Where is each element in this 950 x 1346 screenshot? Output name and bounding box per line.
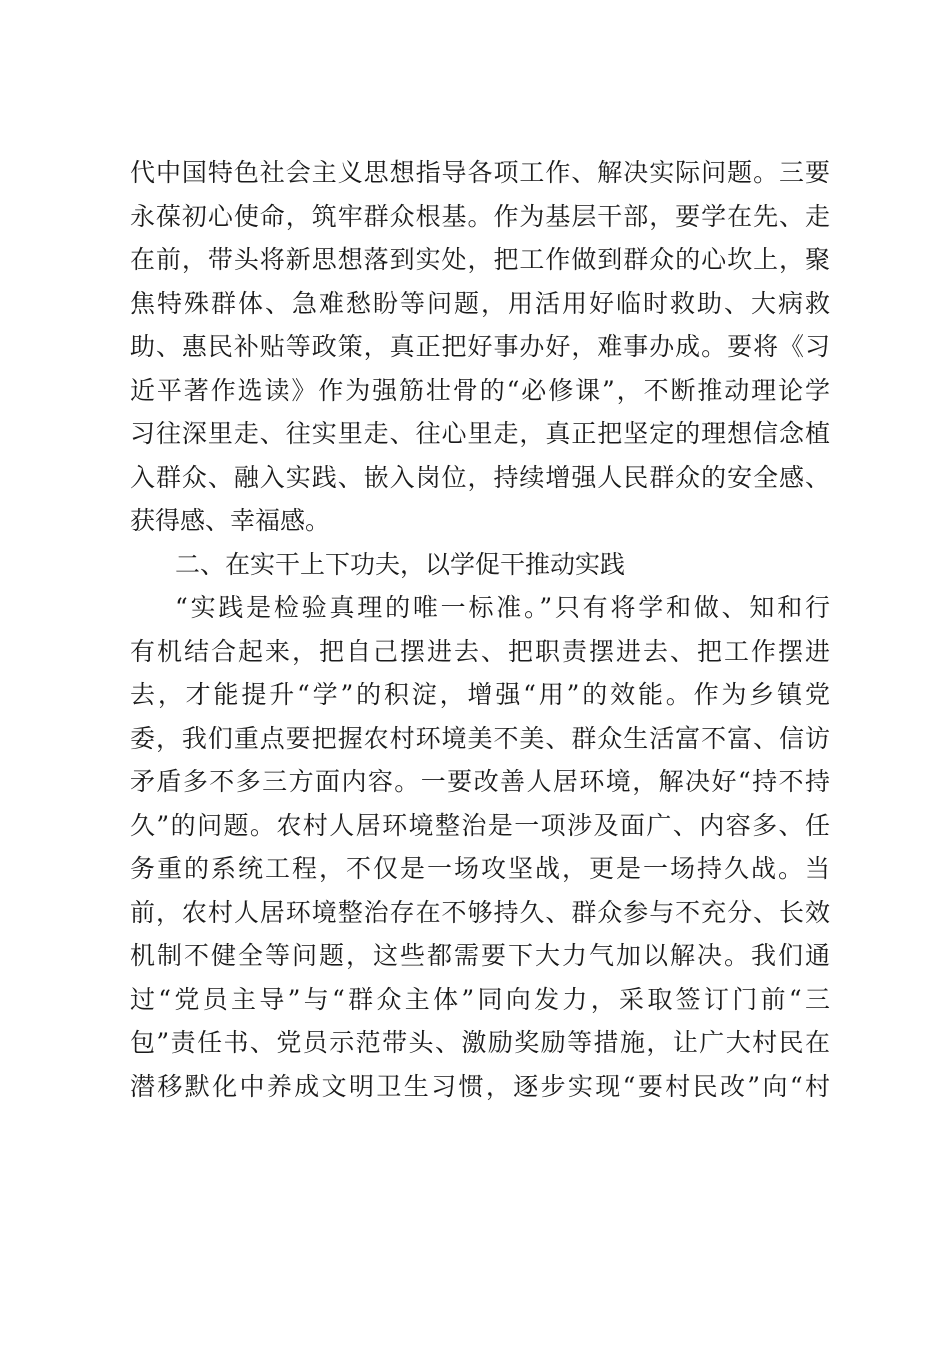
paragraph-line: 过“党员主导”与“群众主体”同向发力，采取签订门前“三 bbox=[130, 984, 830, 1014]
paragraph-line: 代中国特色社会主义思想指导各项工作、解决实际问题。三要 bbox=[130, 158, 830, 187]
paragraph-line: 获得感、幸福感。 bbox=[130, 506, 331, 535]
paragraph-line: 入群众、融入实践、嵌入岗位，持续增强人民群众的安全感、 bbox=[130, 462, 830, 492]
paragraph-line: 务重的系统工程，不仅是一场攻坚战，更是一场持久战。当 bbox=[130, 854, 830, 883]
paragraph-line: 久”的问题。农村人居环境整治是一项涉及面广、内容多、任 bbox=[130, 810, 830, 840]
paragraph-line: 习往深里走、往实里走、往心里走，真正把坚定的理想信念植 bbox=[130, 419, 830, 448]
paragraph-line: 机制不健全等问题，这些都需要下大力气加以解决。我们通 bbox=[130, 941, 830, 970]
paragraph-line: 委，我们重点要把握农村环境美不美、群众生活富不富、信访 bbox=[130, 723, 830, 753]
paragraph-line: 潜移默化中养成文明卫生习惯，逐步实现“要村民改”向“村 bbox=[130, 1071, 830, 1101]
document-body bbox=[130, 151, 830, 1108]
paragraph-line: 矛盾多不多三方面内容。一要改善人居环境，解决好“持不持 bbox=[130, 767, 830, 796]
paragraph-line: 在前，带头将新思想落到实处，把工作做到群众的心坎上，聚 bbox=[130, 245, 830, 274]
paragraph-line: 有机结合起来，把自己摆进去、把职责摆进去、把工作摆进 bbox=[130, 636, 830, 666]
section-heading: 二、在实干上下功夫，以学促干推动实践 bbox=[175, 549, 626, 579]
paragraph-line: 去，才能提升“学”的积淀，增强“用”的效能。作为乡镇党 bbox=[130, 680, 830, 709]
paragraph-line: 近平著作选读》作为强筋壮骨的“必修课”，不断推动理论学 bbox=[130, 375, 830, 405]
paragraph-line: 前，农村人居环境整治存在不够持久、群众参与不充分、长效 bbox=[130, 897, 830, 927]
paragraph-line: 包”责任书、党员示范带头、激励奖励等措施，让广大村民在 bbox=[130, 1028, 830, 1057]
paragraph-line: 助、惠民补贴等政策，真正把好事办好，难事办成。要将《习 bbox=[130, 332, 830, 361]
paragraph-line: “实践是检验真理的唯一标准。”只有将学和做、知和行 bbox=[175, 593, 830, 622]
paragraph-line: 焦特殊群体、急难愁盼等问题，用活用好临时救助、大病救 bbox=[130, 288, 830, 318]
paragraph-line: 永葆初心使命，筑牢群众根基。作为基层干部，要学在先、走 bbox=[130, 201, 830, 231]
